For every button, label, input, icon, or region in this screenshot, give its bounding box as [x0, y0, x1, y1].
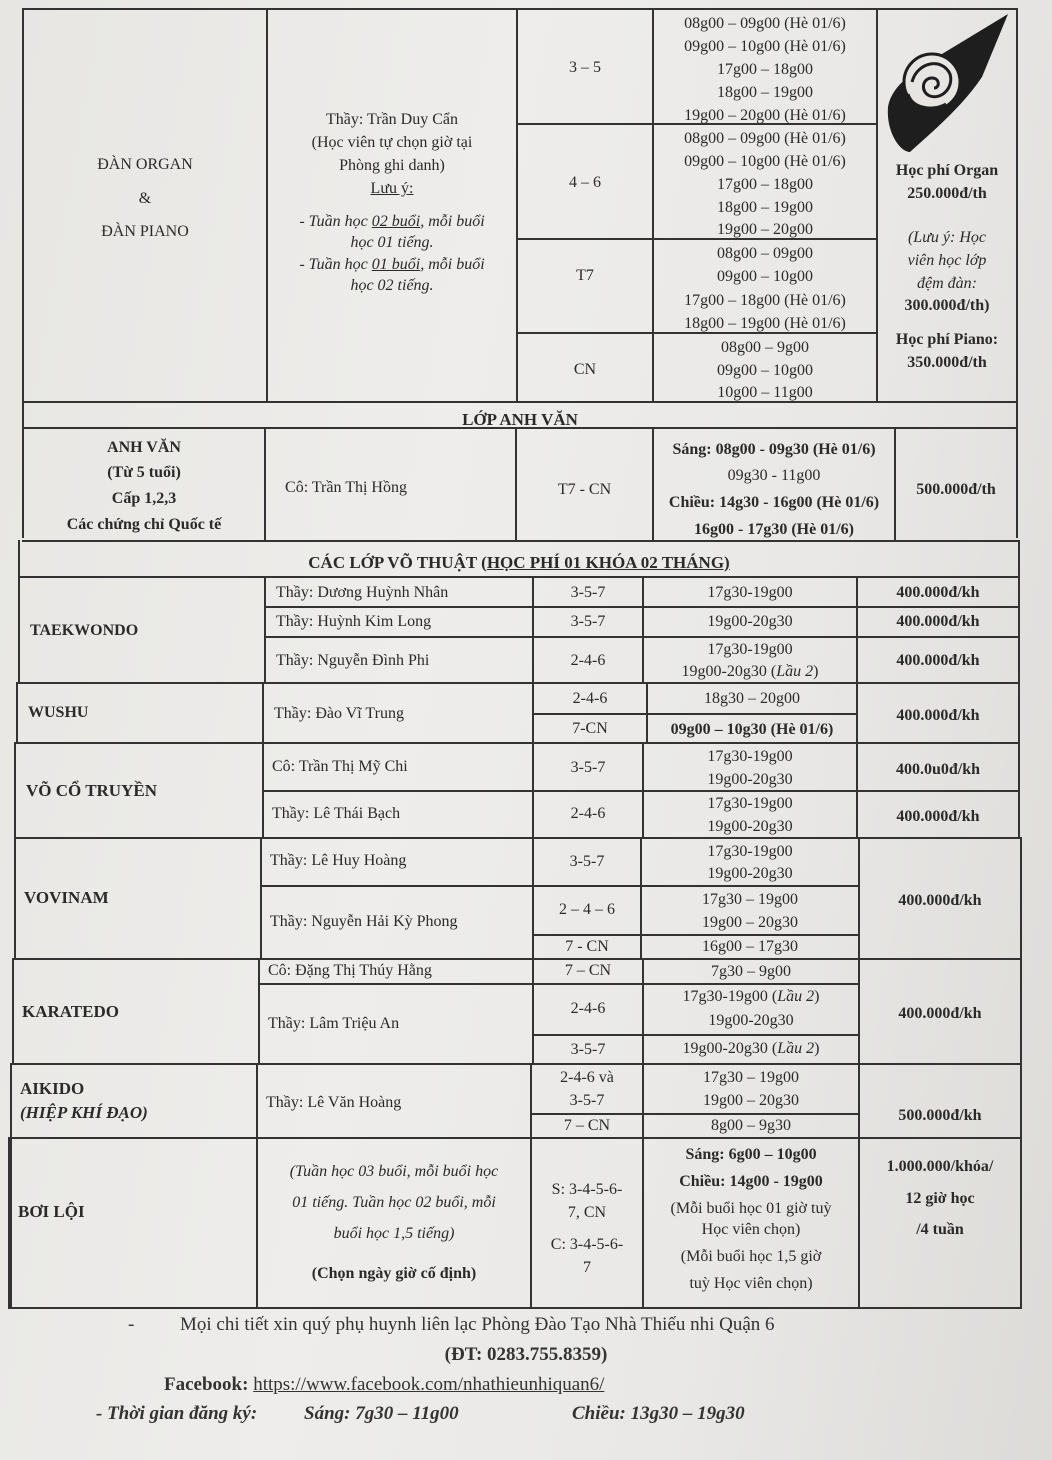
- wushu-teacher: Thầy: Đào Vĩ Trung: [274, 705, 404, 722]
- organ-slot-time: 09g00 – 10g00 (Hè 01/6): [684, 153, 846, 170]
- karatedo-time: 17g30-19g00 (Lầu 2): [682, 988, 820, 1005]
- wushu-name: WUSHU: [28, 704, 89, 721]
- karatedo-days: 2-4-6: [570, 1000, 606, 1017]
- vovinam-time: 17g30-19g00: [707, 843, 793, 860]
- aikido-days: 7 – CN: [563, 1117, 611, 1134]
- taekwondo-teacher: Thầy: Dương Huỳnh Nhân: [276, 584, 449, 601]
- aikido-name: AIKIDO: [20, 1079, 85, 1098]
- vovinam-teacher: Thầy: Lê Huy Hoàng: [270, 852, 407, 869]
- organ-slot-time: 09g00 – 10g00 (Hè 01/6): [684, 38, 846, 55]
- wushu-time: 09g00 – 10g30 (Hè 01/6): [670, 721, 834, 738]
- boiloi-time: Sáng: 6g00 – 10g00: [685, 1146, 817, 1163]
- karatedo-teacher: Thầy: Lâm Triệu An: [268, 1015, 400, 1032]
- taekwondo-fee: 400.000đ/kh: [896, 652, 980, 669]
- boiloi-fixed: (Chọn ngày giờ cố định): [311, 1265, 477, 1282]
- english-fee: 500.000đ/th: [916, 481, 996, 498]
- footer-reg-afternoon: Chiều: 13g30 – 19g30: [572, 1403, 745, 1424]
- organ-slot-time: 18g00 – 19g00 (Hè 01/6): [684, 315, 846, 332]
- organ-subject: ĐÀN ORGAN: [97, 156, 193, 173]
- wushu-time: 18g30 – 20g00: [704, 690, 800, 707]
- organ-slot-time: 19g00 – 20g00 (Hè 01/6): [684, 107, 846, 124]
- vocotruyen-fee: 400.000đ/kh: [896, 808, 980, 825]
- taekwondo-days: 3-5-7: [570, 584, 606, 601]
- organ-slot-time: 17g00 – 18g00: [717, 176, 813, 193]
- rose-logo-icon: [882, 12, 1010, 154]
- fee-piano: 350.000đ/th: [907, 354, 987, 371]
- taekwondo-teacher: Thầy: Huỳnh Kim Long: [276, 613, 432, 630]
- aikido-teacher: Thầy: Lê Văn Hoàng: [266, 1094, 402, 1111]
- boiloi-time: tuỳ Học viên chọn): [689, 1275, 813, 1292]
- boiloi-days: C: 3-4-5-6-: [550, 1236, 624, 1253]
- wushu-days: 7-CN: [572, 720, 608, 737]
- vovinam-time: 16g00 – 17g30: [702, 938, 798, 955]
- organ-note2: - Tuần học 01 buổi, mỗi buổi: [299, 256, 485, 273]
- english-time: 16g00 - 17g30 (Hè 01/6): [694, 521, 854, 538]
- english-days: T7 - CN: [557, 481, 612, 498]
- boiloi-note: (Tuần học 03 buổi, mỗi buổi học: [289, 1163, 499, 1180]
- english-subject: ANH VĂN: [107, 439, 181, 456]
- taekwondo-days: 3-5-7: [570, 613, 606, 630]
- english-cert: Các chứng chỉ Quốc tế: [66, 516, 222, 533]
- wushu-fee: 400.000đ/kh: [896, 707, 980, 724]
- fee-organ-label: Học phí Organ: [895, 162, 999, 179]
- organ-slot-time: 08g00 – 09g00 (Hè 01/6): [684, 15, 846, 32]
- english-time: Sáng: 08g00 - 09g30 (Hè 01/6): [672, 441, 876, 458]
- aikido-name-vn: (HIỆP KHÍ ĐẠO): [20, 1103, 148, 1122]
- taekwondo-time: 19g00-20g30: [707, 613, 793, 630]
- vocotruyen-teacher: Thầy: Lê Thái Bạch: [272, 805, 401, 822]
- karatedo-time: 7g30 – 9g00: [711, 963, 791, 980]
- vovinam-time: 19g00 – 20g30: [702, 914, 798, 931]
- organ-slot-days: CN: [573, 361, 597, 378]
- organ-slot-time: 18g00 – 19g00: [717, 84, 813, 101]
- english-section-header: LỚP ANH VĂN: [462, 410, 578, 429]
- taekwondo-teacher: Thầy: Nguyễn Đình Phi: [276, 652, 430, 669]
- vovinam-days: 2 – 4 – 6: [559, 901, 615, 918]
- organ-slot-time: 08g00 – 09g00 (Hè 01/6): [684, 130, 846, 147]
- fee-piano-label: Học phí Piano:: [895, 331, 999, 348]
- taekwondo-name: TAEKWONDO: [30, 622, 139, 639]
- vovinam-time: 17g30 – 19g00: [702, 891, 798, 908]
- vocotruyen-days: 3-5-7: [570, 759, 606, 776]
- boiloi-days: 7: [583, 1259, 591, 1276]
- vovinam-days: 7 - CN: [565, 938, 609, 955]
- martial-section-header: CÁC LỚP VÕ THUẬT (HỌC PHÍ 01 KHÓA 02 THÁNG): [308, 553, 730, 572]
- vovinam-teacher: Thầy: Nguyễn Hải Kỳ Phong: [270, 913, 458, 930]
- english-teacher: Cô: Trần Thị Hồng: [285, 479, 407, 496]
- footer-facebook: Facebook: https://www.facebook.com/nhathieunhiquan6/: [164, 1374, 605, 1395]
- organ-slot-time: 10g00 – 11g00: [717, 384, 813, 401]
- organ-slot-time: 09g00 – 10g00: [717, 268, 813, 285]
- boiloi-note: buổi học 1,5 tiếng): [333, 1225, 455, 1242]
- karatedo-days: 3-5-7: [570, 1041, 606, 1058]
- footer-contact: Mọi chi tiết xin quý phụ huynh liên lạc Phòng Đào Tạo Nhà Thiếu nhi Quận 6: [180, 1314, 775, 1335]
- taekwondo-fee: 400.000đ/kh: [896, 613, 980, 630]
- organ-teacher-note2: Phòng ghi danh): [339, 157, 445, 174]
- organ-note1-cont: học 01 tiếng.: [350, 234, 434, 251]
- organ-slot-days: T7: [576, 267, 594, 284]
- organ-slot-time: 08g00 – 09g00: [717, 245, 813, 262]
- vovinam-fee: 400.000đ/kh: [898, 892, 982, 909]
- vocotruyen-time: 19g00-20g30: [707, 771, 793, 788]
- organ-note2-cont: học 02 tiếng.: [350, 277, 434, 294]
- vocotruyen-days: 2-4-6: [570, 805, 606, 822]
- organ-note-label: Lưu ý:: [370, 180, 414, 197]
- boiloi-days: S: 3-4-5-6-: [551, 1181, 623, 1198]
- karatedo-name: KARATEDO: [22, 1002, 119, 1021]
- organ-slot-time: 09g00 – 10g00: [717, 362, 813, 379]
- english-levels: Cấp 1,2,3: [111, 490, 177, 507]
- english-time: Chiều: 14g30 - 16g00 (Hè 01/6): [668, 494, 880, 511]
- vocotruyen-time: 17g30-19g00: [707, 795, 793, 812]
- organ-teacher-note: (Học viên tự chọn giờ tại: [311, 134, 473, 151]
- boiloi-time: (Mỗi buổi học 1,5 giờ: [680, 1248, 822, 1265]
- footer-reg-label: - Thời gian đăng ký:: [96, 1403, 258, 1424]
- aikido-time: 8g00 – 9g30: [711, 1117, 791, 1134]
- footer-reg-morning: Sáng: 7g30 – 11g00: [304, 1403, 459, 1424]
- taekwondo-time: 17g30-19g00: [707, 584, 793, 601]
- taekwondo-days: 2-4-6: [570, 652, 606, 669]
- aikido-days: 3-5-7: [569, 1092, 605, 1109]
- boiloi-days: 7, CN: [567, 1204, 607, 1221]
- piano-subject: ĐÀN PIANO: [101, 223, 189, 240]
- footer-phone: (ĐT: 0283.755.8359): [444, 1344, 608, 1365]
- organ-slot-time: 17g00 – 18g00: [717, 61, 813, 78]
- fee-organ: 250.000đ/th: [907, 185, 987, 202]
- fee-note: viên học lớp: [907, 252, 987, 269]
- taekwondo-time: 17g30-19g00: [707, 641, 793, 658]
- vovinam-days: 3-5-7: [569, 853, 605, 870]
- karatedo-fee: 400.000đ/kh: [898, 1005, 982, 1022]
- vocotruyen-fee: 400.0u0đ/kh: [895, 761, 981, 778]
- karatedo-time: 19g00-20g30: [708, 1012, 794, 1029]
- organ-slot-days: 4 – 6: [569, 174, 601, 191]
- vocotruyen-time: 17g30-19g00: [707, 748, 793, 765]
- organ-slot-time: 18g00 – 19g00: [717, 199, 813, 216]
- vocotruyen-teacher: Cô: Trần Thị Mỹ Chi: [272, 758, 408, 775]
- aikido-time: 19g00 – 20g30: [703, 1092, 799, 1109]
- organ-note1: - Tuần học 02 buổi, mỗi buổi: [299, 213, 485, 230]
- boiloi-name: BƠI LỘI: [18, 1202, 85, 1221]
- english-age: (Từ 5 tuổi): [107, 464, 181, 481]
- boiloi-fee: 1.000.000/khóa/: [886, 1158, 994, 1175]
- karatedo-time: 19g00-20g30 (Lầu 2): [682, 1040, 820, 1057]
- organ-slot-time: 19g00 – 20g00: [717, 221, 813, 238]
- karatedo-days: 7 – CN: [564, 962, 612, 979]
- boiloi-note: 01 tiếng. Tuần học 02 buổi, mỗi: [292, 1194, 496, 1211]
- organ-slot-time: 17g00 – 18g00 (Hè 01/6): [684, 292, 846, 309]
- vovinam-name: VOVINAM: [24, 888, 109, 907]
- aikido-fee: 500.000đ/kh: [898, 1107, 982, 1124]
- english-time: 09g30 - 11g00: [727, 467, 821, 484]
- organ-teacher: Thầy: Trần Duy Cẩn: [326, 111, 458, 128]
- organ-subject-amp: &: [138, 190, 152, 207]
- aikido-time: 17g30 – 19g00: [703, 1069, 799, 1086]
- wushu-days: 2-4-6: [572, 690, 608, 707]
- boiloi-fee: 12 giờ học: [905, 1190, 975, 1207]
- fee-note: 300.000đ/th): [904, 297, 990, 314]
- aikido-days: 2-4-6 và: [560, 1069, 614, 1086]
- vocotruyen-name: VÕ CỔ TRUYỀN: [26, 781, 157, 800]
- organ-slot-days: 3 – 5: [569, 59, 601, 76]
- facebook-link[interactable]: https://www.facebook.com/nhathieunhiquan6/: [253, 1374, 605, 1395]
- fee-note: (Lưu ý: Học: [907, 229, 987, 246]
- boiloi-time: (Mỗi buổi học 01 giờ tuỳ: [670, 1200, 832, 1217]
- boiloi-time: Học viên chọn): [701, 1221, 801, 1238]
- karatedo-teacher: Cô: Đặng Thị Thúy Hằng: [268, 962, 432, 979]
- footer-dash: -: [128, 1314, 135, 1335]
- taekwondo-time: 19g00-20g30 (Lầu 2): [681, 663, 819, 680]
- vovinam-time: 19g00-20g30: [707, 865, 793, 882]
- vocotruyen-time: 19g00-20g30: [707, 818, 793, 835]
- organ-slot-time: 08g00 – 9g00: [721, 339, 809, 356]
- fee-note: đệm đàn:: [917, 275, 977, 292]
- boiloi-fee: /4 tuần: [916, 1221, 964, 1238]
- taekwondo-fee: 400.000đ/kh: [896, 584, 980, 601]
- boiloi-time: Chiều: 14g00 - 19g00: [679, 1173, 823, 1190]
